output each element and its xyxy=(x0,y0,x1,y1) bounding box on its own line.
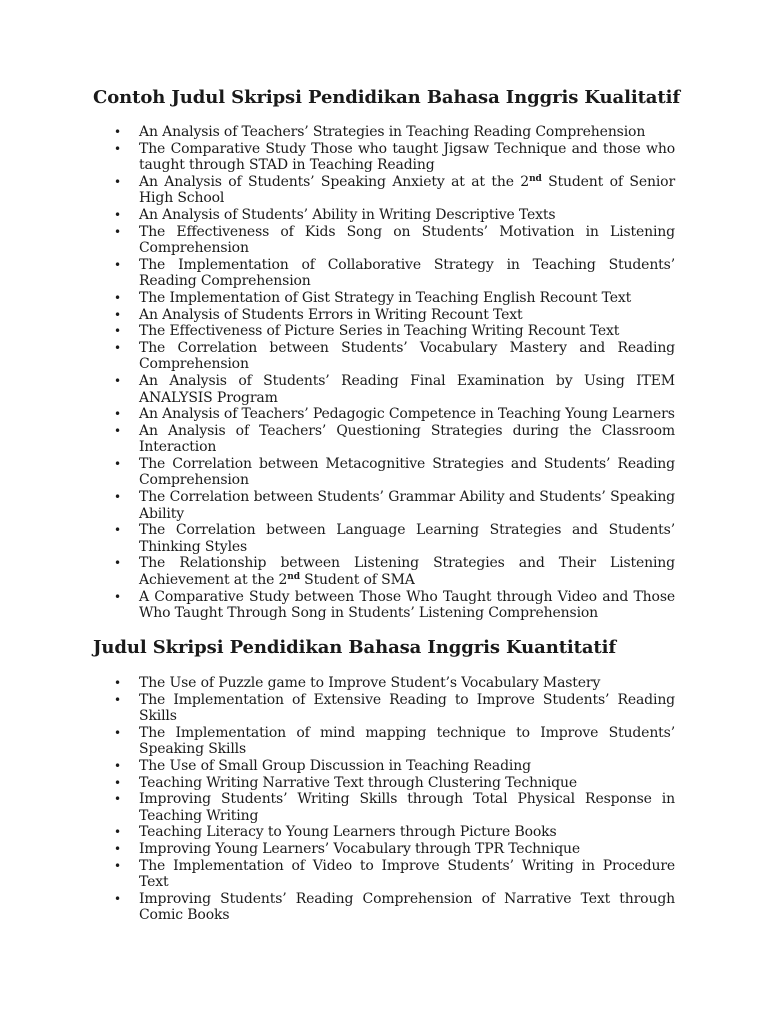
item-text: An Analysis of Students’ Speaking Anxiety at at the 2 xyxy=(139,173,530,190)
item-text: The Relationship between Listening Strategies and Their Listening Achievement at the 2 xyxy=(139,555,675,589)
item-text: The Correlation between Language Learning Strategies and Students’ Thinking Styles xyxy=(139,522,675,555)
item-text: Improving Students’ Writing Skills through Total Physical Response in Teaching Writing xyxy=(139,791,675,824)
list-item xyxy=(93,174,675,207)
list-item xyxy=(93,858,675,891)
ordinal-suffix: nd xyxy=(287,572,300,583)
list-item xyxy=(93,758,675,775)
list-item xyxy=(93,522,675,555)
list-item xyxy=(93,373,675,406)
list-item xyxy=(93,423,675,456)
list-item xyxy=(93,406,675,423)
item-text: The Effectiveness of Kids Song on Students’ Motivation in Listening Comprehension xyxy=(139,223,675,257)
quantitative-section xyxy=(93,636,675,924)
list-item xyxy=(93,775,675,792)
title-list xyxy=(93,675,675,924)
list-item xyxy=(93,323,675,340)
ordinal-suffix: nd xyxy=(529,173,542,184)
item-text: An Analysis of Teachers’ Questioning Strategies during the Classroom Interaction xyxy=(139,422,675,456)
item-text: The Implementation of Video to Improve Students’ Writing in Procedure Text xyxy=(139,857,675,891)
item-text: An Analysis of Students Errors in Writing Recount Text xyxy=(139,306,523,323)
item-text: An Analysis of Teachers’ Strategies in Teaching Reading Comprehension xyxy=(139,124,646,140)
list-item xyxy=(93,207,675,224)
item-text: The Use of Small Group Discussion in Teaching Reading xyxy=(139,757,531,774)
item-text: The Implementation of Extensive Reading to Improve Students’ Reading Skills xyxy=(139,691,675,725)
item-text: Student of Senior High School xyxy=(139,173,675,207)
list-item xyxy=(93,791,675,824)
qualitative-section xyxy=(93,86,680,622)
item-text: The Use of Puzzle game to Improve Student’s Vocabulary Mastery xyxy=(139,675,601,691)
item-text: The Implementation of Collaborative Strategy in Teaching Students’ Reading Comprehension xyxy=(139,256,675,290)
list-item xyxy=(93,675,675,692)
list-item xyxy=(93,725,675,758)
item-text: The Comparative Study Those who taught Jigsaw Technique and those who taught through STAD in Teaching Reading xyxy=(139,140,675,174)
item-text: Teaching Literacy to Young Learners through Picture Books xyxy=(139,824,557,841)
list-item xyxy=(93,891,675,924)
item-text: An Analysis of Students’ Ability in Writing Descriptive Texts xyxy=(139,206,556,223)
item-text: Teaching Writing Narrative Text through Clustering Technique xyxy=(139,774,577,791)
list-item xyxy=(93,290,675,307)
item-text: The Correlation between Metacognitive Strategies and Students’ Reading Comprehension xyxy=(139,455,675,489)
item-text: A Comparative Study between Those Who Taught through Video and Those Who Taught Through Song in Students’ Listening Comprehension xyxy=(139,588,675,622)
section-title: Judul Skripsi Pendidikan Bahasa Inggris Kuantitatif xyxy=(93,637,617,658)
item-text: An Analysis of Teachers’ Pedagogic Competence in Teaching Young Learners xyxy=(139,406,675,423)
list-item xyxy=(93,456,675,489)
list-item xyxy=(93,141,675,174)
list-item xyxy=(93,824,675,841)
item-text: The Correlation between Students’ Vocabulary Mastery and Reading Comprehension xyxy=(139,339,675,373)
list-item xyxy=(93,841,675,858)
item-text: The Implementation of Gist Strategy in Teaching English Recount Text xyxy=(139,289,632,306)
list-item xyxy=(93,589,675,622)
item-text: An Analysis of Students’ Reading Final Examination by Using ITEM ANALYSIS Program xyxy=(139,372,675,406)
item-text: The Correlation between Students’ Grammar Ability and Students’ Speaking Ability xyxy=(139,489,675,522)
section-title: Contoh Judul Skripsi Pendidikan Bahasa Inggris Kualitatif xyxy=(93,87,680,108)
item-text: Improving Young Learners’ Vocabulary through TPR Technique xyxy=(139,840,581,857)
list-item xyxy=(93,555,675,588)
title-list xyxy=(93,124,675,622)
list-item xyxy=(93,224,675,257)
item-text: The Implementation of mind mapping technique to Improve Students’ Speaking Skills xyxy=(139,724,675,758)
item-text: The Effectiveness of Picture Series in Teaching Writing Recount Text xyxy=(139,323,620,340)
list-item xyxy=(93,489,675,522)
list-item xyxy=(93,307,675,324)
list-item xyxy=(93,257,675,290)
item-text: Student of SMA xyxy=(299,572,415,589)
list-item xyxy=(93,692,675,725)
item-text: Improving Students’ Reading Comprehension of Narrative Text through Comic Books xyxy=(139,890,675,924)
list-item xyxy=(93,124,675,141)
list-item xyxy=(93,340,675,373)
